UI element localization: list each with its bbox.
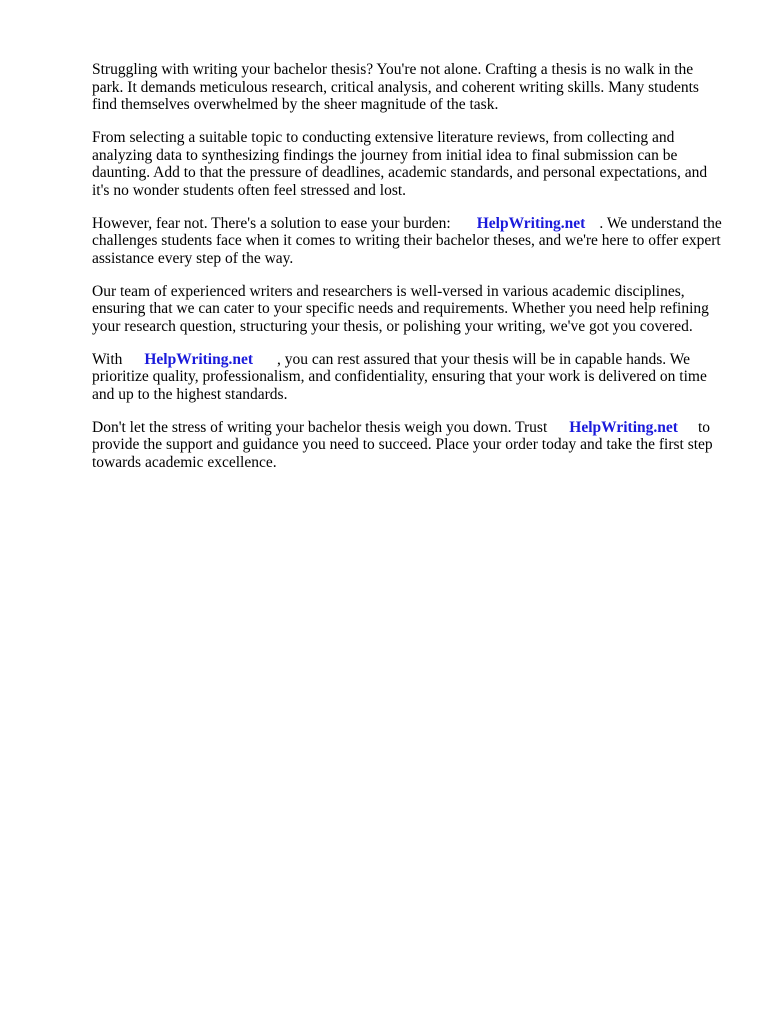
helpwriting-link-3[interactable]: HelpWriting.net xyxy=(569,418,678,436)
paragraph-3-text-after: . We understand the challenges students face when it comes to writing their bachelor theses, and we're here to offer expert assistance every step of the way. xyxy=(92,214,722,267)
paragraph-1 xyxy=(92,61,722,114)
paragraph-4-text: Our team of experienced writers and researchers is well-versed in various academic disciplines, ensuring that we can cater to your specific needs and requirements. Whether you need help refining your research question, structuring your thesis, or polishing your writing, we've got you covered. xyxy=(92,282,709,335)
paragraph-4 xyxy=(92,283,722,336)
paragraph-6-text-before: Don't let the stress of writing your bachelor thesis weigh you down. Trust xyxy=(92,418,548,436)
paragraph-5 xyxy=(92,351,722,404)
paragraph-3 xyxy=(92,215,722,268)
helpwriting-link-1[interactable]: HelpWriting.net xyxy=(476,214,586,232)
paragraph-5-text-after: , you can rest assured that your thesis will be in capable hands. We prioritize quality, professionalism, and confidentiality, ensuring that your work is delivered on time and up to the highest standards. xyxy=(92,350,707,403)
helpwriting-link-2[interactable]: HelpWriting.net xyxy=(144,350,254,368)
paragraph-1-text: Struggling with writing your bachelor thesis? You're not alone. Crafting a thesis is no walk in the park. It demands meticulous research, critical analysis, and coherent writing skills. Many students find themselves overwhelmed by the sheer magnitude of the task. xyxy=(92,61,699,113)
paragraph-6 xyxy=(92,419,722,472)
paragraph-6-text-after: to provide the support and guidance you need to succeed. Place your order today and take the first step towards academic excellence. xyxy=(92,418,713,471)
document-body xyxy=(92,61,722,487)
paragraph-5-text-before: With xyxy=(92,350,123,368)
paragraph-2 xyxy=(92,129,722,199)
paragraph-2-text: From selecting a suitable topic to conducting extensive literature reviews, from collecting and analyzing data to synthesizing findings the journey from initial idea to final submission can be daunting. Add to that the pressure of deadlines, academic standards, and personal expectations, and it's no wonder students often feel stressed and lost. xyxy=(92,129,708,199)
paragraph-3-text-before: However, fear not. There's a solution to ease your burden: xyxy=(92,214,451,232)
